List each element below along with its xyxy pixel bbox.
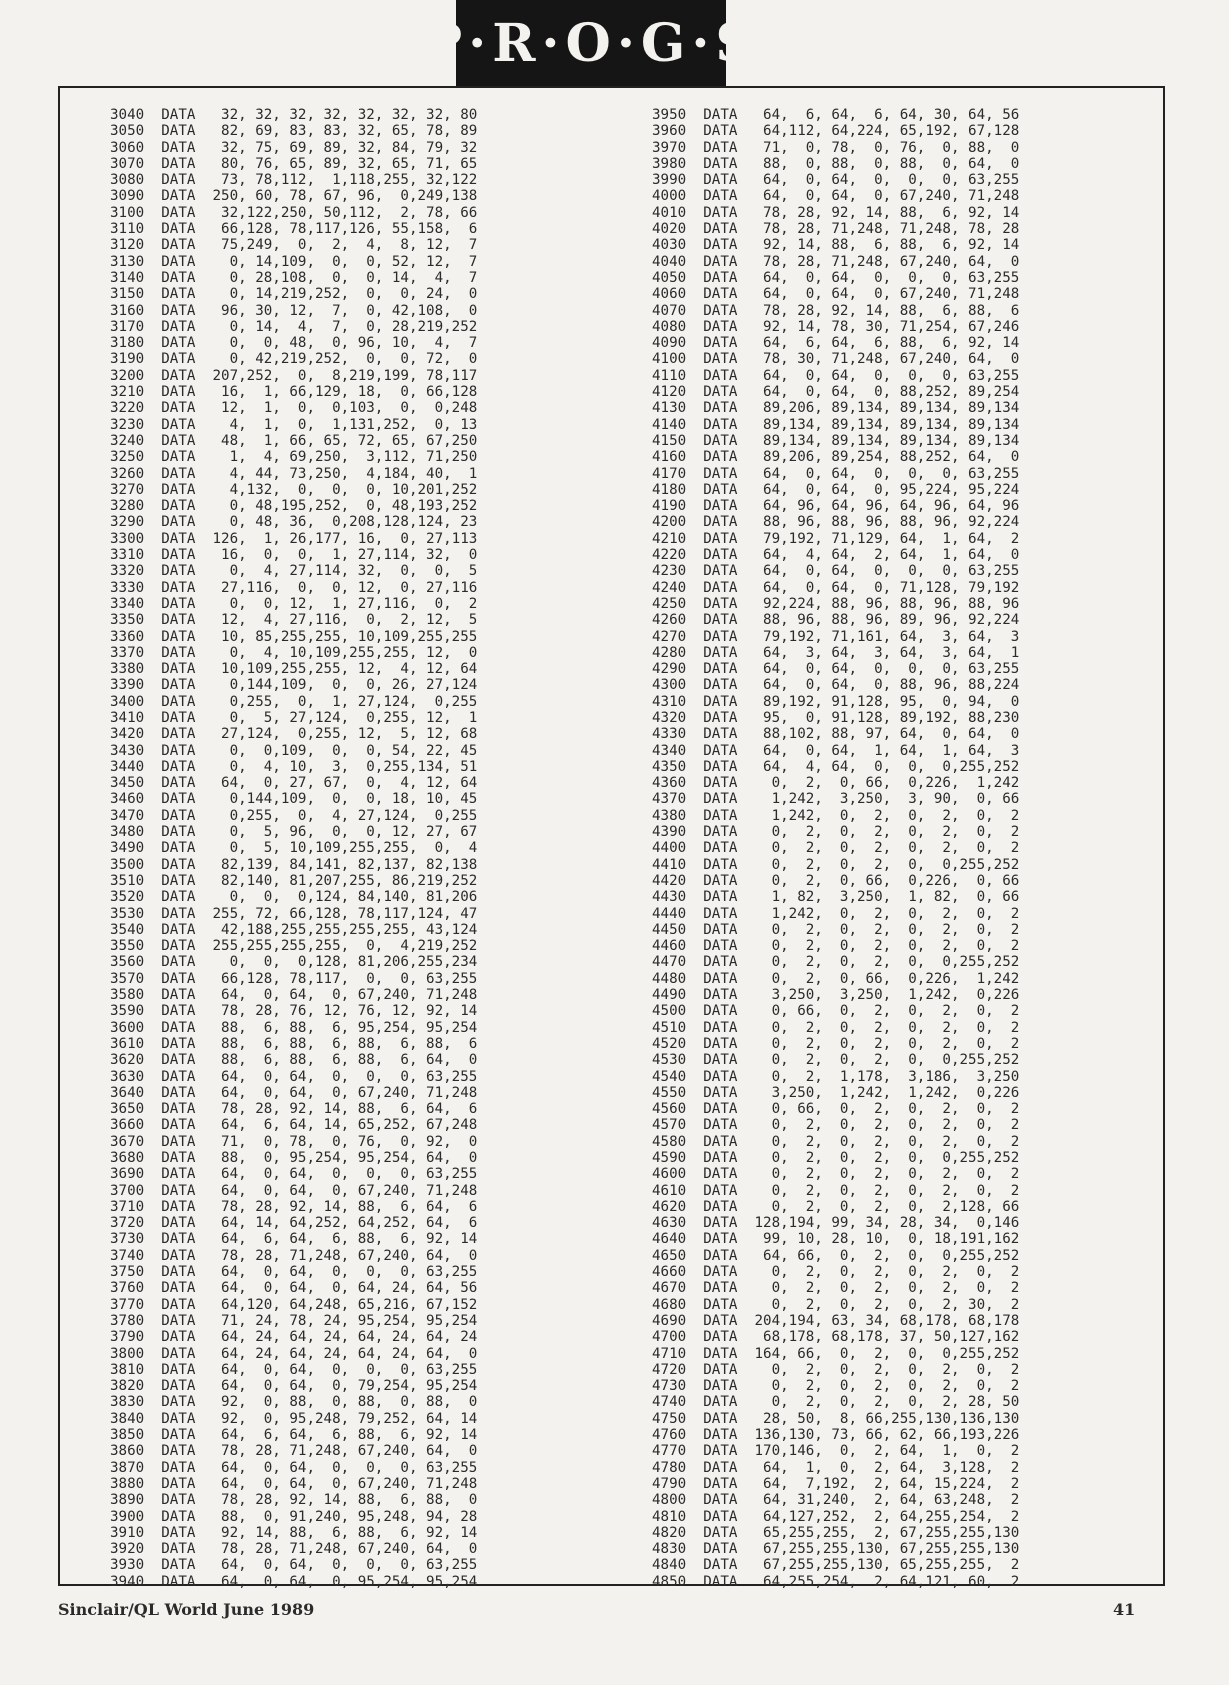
page-number: 41	[1113, 1600, 1136, 1619]
listing-column-left: 3040 DATA 32, 32, 32, 32, 32, 32, 32, 80 3050 DATA 82, 69, 83, 83, 32, 65, 78, 89 3060 DATA 32, 75, 69, 89, 32, 84, 79, 32 3070 DATA 80, 76, 65, 89, 32, 65, 71, 65 3080 DATA 73, 78,112, 1,118,255, 32,122 3090 DATA 250, 60, 78, 67, 96, 0,249,138 3100 DATA 32,122,250, 50,112, 2, 78, 66 3110 DATA 66,128, 78,117,126, 55,158, 6 3120 DATA 75,249, 0, 2, 4, 8, 12, 7 3130 DATA 0, 14,109, 0, 0, 52, 12, 7 3140 DATA 0, 28,108, 0, 0, 14, 4, 7 3150 DATA 0, 14,219,252, 0, 0, 24, 0 3160 DATA 96, 30, 12, 7, 0, 42,108, 0 3170 DATA 0, 14, 4, 7, 0, 28,219,252 3180 DATA 0, 0, 48, 0, 96, 10, 4, 7 3190 DATA 0, 42,219,252, 0, 0, 72, 0 3200 DATA 207,252, 0, 8,219,199, 78,117 3210 DATA 16, 1, 66,129, 18, 0, 66,128 3220 DATA 12, 1, 0, 0,103, 0, 0,248 3230 DATA 4, 1, 0, 1,131,252, 0, 13 3240 DATA 48, 1, 66, 65, 72, 65, 67,250 3250 DATA 1, 4, 69,250, 3,112, 71,250 3260 DATA 4, 44, 73,250, 4,184, 40, 1 3270 DATA 4,132, 0, 0, 0, 10,201,252 3280 DATA 0, 48,195,252, 0, 48,193,252 3290 DATA 0, 48, 36, 0,208,128,124, 23 3300 DATA 126, 1, 26,177, 16, 0, 27,113 3310 DATA 16, 0, 0, 1, 27,114, 32, 0 3320 DATA 0, 4, 27,114, 32, 0, 0, 5 3330 DATA 27,116, 0, 0, 12, 0, 27,116 3340 DATA 0, 0, 12, 1, 27,116, 0, 2 3350 DATA 12, 4, 27,116, 0, 2, 12, 5 3360 DATA 10, 85,255,255, 10,109,255,255 3370 DATA 0, 4, 10,109,255,255, 12, 0 3380 DATA 10,109,255,255, 12, 4, 12, 64 3390 DATA 0,144,109, 0, 0, 26, 27,124 3400 DATA 0,255, 0, 1, 27,124, 0,255 3410 DATA 0, 5, 27,124, 0,255, 12, 1 3420 DATA 27,124, 0,255, 12, 5, 12, 68 3430 DATA 0, 0,109, 0, 0, 54, 22, 45 3440 DATA 0, 4, 10, 3, 0,255,134, 51 3450 DATA 64, 0, 27, 67, 0, 4, 12, 64 3460 DATA 0,144,109, 0, 0, 18, 10, 45 3470 DATA 0,255, 0, 4, 27,124, 0,255 3480 DATA 0, 5, 96, 0, 0, 12, 27, 67 3490 DATA 0, 5, 10,109,255,255, 0, 4 3500 DATA 82,139, 84,141, 82,137, 82,138 3510 DATA 82,140, 81,207,255, 86,219,252 3520 DATA 0, 0, 0,124, 84,140, 81,206 3530 DATA 255, 72, 66,128, 78,117,124, 47 3540 DATA 42,188,255,255,255,255, 43,124 3550 DATA 255,255,255,255, 0, 4,219,252 3560 DATA 0, 0, 0,128, 81,206,255,234 3570 DATA 66,128, 78,117, 0, 0, 63,255 3580 DATA 64, 0, 64, 0, 67,240, 71,248 3590 DATA 78, 28, 76, 12, 76, 12, 92, 14 3600 DATA 88, 6, 88, 6, 95,254, 95,254 3610 DATA 88, 6, 88, 6, 88, 6, 88, 6 3620 DATA 88, 6, 88, 6, 88, 6, 64, 0 3630 DATA 64, 0, 64, 0, 0, 0, 63,255 3640 DATA 64, 0, 64, 0, 67,240, 71,248 3650 DATA 78, 28, 92, 14, 88, 6, 64, 6 3660 DATA 64, 6, 64, 14, 65,252, 67,248 3670 DATA 71, 0, 78, 0, 76, 0, 92, 0 3680 DATA 88, 0, 95,254, 95,254, 64, 0 3690 DATA 64, 0, 64, 0, 0, 0, 63,255 3700 DATA 64, 0, 64, 0, 67,240, 71,248 3710 DATA 78, 28, 92, 14, 88, 6, 64, 6 3720 DATA 64, 14, 64,252, 64,252, 64, 6 3730 DATA 64, 6, 64, 6, 88, 6, 92, 14 3740 DATA 78, 28, 71,248, 67,240, 64, 0 3750 DATA 64, 0, 64, 0, 0, 0, 63,255 3760 DATA 64, 0, 64, 0, 64, 24, 64, 56 3770 DATA 64,120, 64,248, 65,216, 67,152 3780 DATA 71, 24, 78, 24, 95,254, 95,254 3790 DATA 64, 24, 64, 24, 64, 24, 64, 24 3800 DATA 64, 24, 64, 24, 64, 24, 64, 0 3810 DATA 64, 0, 64, 0, 0, 0, 63,255 3820 DATA 64, 0, 64, 0, 79,254, 95,254 3830 DATA 92, 0, 88, 0, 88, 0, 88, 0 3840 DATA 92, 0, 95,248, 79,252, 64, 14 3850 DATA 64, 6, 64, 6, 88, 6, 92, 14 3860 DATA 78, 28, 71,248, 67,240, 64, 0 3870 DATA 64, 0, 64, 0, 0, 0, 63,255 3880 DATA 64, 0, 64, 0, 67,240, 71,248 3890 DATA 78, 28, 92, 14, 88, 6, 88, 0 3900 DATA 88, 0, 91,240, 95,248, 94, 28 3910 DATA 92, 14, 88, 6, 88, 6, 92, 14 3920 DATA 78, 28, 71,248, 67,240, 64, 0 3930 DATA 64, 0, 64, 0, 0, 0, 63,255 3940 DATA 64, 0, 64, 0, 95,254, 95,254	[110, 107, 478, 1590]
listing-column-right: 3950 DATA 64, 6, 64, 6, 64, 30, 64, 56 3960 DATA 64,112, 64,224, 65,192, 67,128 3970 DATA 71, 0, 78, 0, 76, 0, 88, 0 3980 DATA 88, 0, 88, 0, 88, 0, 64, 0 3990 DATA 64, 0, 64, 0, 0, 0, 63,255 4000 DATA 64, 0, 64, 0, 67,240, 71,248 4010 DATA 78, 28, 92, 14, 88, 6, 92, 14 4020 DATA 78, 28, 71,248, 71,248, 78, 28 4030 DATA 92, 14, 88, 6, 88, 6, 92, 14 4040 DATA 78, 28, 71,248, 67,240, 64, 0 4050 DATA 64, 0, 64, 0, 0, 0, 63,255 4060 DATA 64, 0, 64, 0, 67,240, 71,248 4070 DATA 78, 28, 92, 14, 88, 6, 88, 6 4080 DATA 92, 14, 78, 30, 71,254, 67,246 4090 DATA 64, 6, 64, 6, 88, 6, 92, 14 4100 DATA 78, 30, 71,248, 67,240, 64, 0 4110 DATA 64, 0, 64, 0, 0, 0, 63,255 4120 DATA 64, 0, 64, 0, 88,252, 89,254 4130 DATA 89,206, 89,134, 89,134, 89,134 4140 DATA 89,134, 89,134, 89,134, 89,134 4150 DATA 89,134, 89,134, 89,134, 89,134 4160 DATA 89,206, 89,254, 88,252, 64, 0 4170 DATA 64, 0, 64, 0, 0, 0, 63,255 4180 DATA 64, 0, 64, 0, 95,224, 95,224 4190 DATA 64, 96, 64, 96, 64, 96, 64, 96 4200 DATA 88, 96, 88, 96, 88, 96, 92,224 4210 DATA 79,192, 71,129, 64, 1, 64, 2 4220 DATA 64, 4, 64, 2, 64, 1, 64, 0 4230 DATA 64, 0, 64, 0, 0, 0, 63,255 4240 DATA 64, 0, 64, 0, 71,128, 79,192 4250 DATA 92,224, 88, 96, 88, 96, 88, 96 4260 DATA 88, 96, 88, 96, 89, 96, 92,224 4270 DATA 79,192, 71,161, 64, 3, 64, 3 4280 DATA 64, 3, 64, 3, 64, 3, 64, 1 4290 DATA 64, 0, 64, 0, 0, 0, 63,255 4300 DATA 64, 0, 64, 0, 88, 96, 88,224 4310 DATA 89,192, 91,128, 95, 0, 94, 0 4320 DATA 95, 0, 91,128, 89,192, 88,230 4330 DATA 88,102, 88, 97, 64, 0, 64, 0 4340 DATA 64, 0, 64, 1, 64, 1, 64, 3 4350 DATA 64, 4, 64, 0, 0, 0,255,252 4360 DATA 0, 2, 0, 66, 0,226, 1,242 4370 DATA 1,242, 3,250, 3, 90, 0, 66 4380 DATA 1,242, 0, 2, 0, 2, 0, 2 4390 DATA 0, 2, 0, 2, 0, 2, 0, 2 4400 DATA 0, 2, 0, 2, 0, 2, 0, 2 4410 DATA 0, 2, 0, 2, 0, 0,255,252 4420 DATA 0, 2, 0, 66, 0,226, 0, 66 4430 DATA 1, 82, 3,250, 1, 82, 0, 66 4440 DATA 1,242, 0, 2, 0, 2, 0, 2 4450 DATA 0, 2, 0, 2, 0, 2, 0, 2 4460 DATA 0, 2, 0, 2, 0, 2, 0, 2 4470 DATA 0, 2, 0, 2, 0, 0,255,252 4480 DATA 0, 2, 0, 66, 0,226, 1,242 4490 DATA 3,250, 3,250, 1,242, 0,226 4500 DATA 0, 66, 0, 2, 0, 2, 0, 2 4510 DATA 0, 2, 0, 2, 0, 2, 0, 2 4520 DATA 0, 2, 0, 2, 0, 2, 0, 2 4530 DATA 0, 2, 0, 2, 0, 0,255,252 4540 DATA 0, 2, 1,178, 3,186, 3,250 4550 DATA 3,250, 1,242, 1,242, 0,226 4560 DATA 0, 66, 0, 2, 0, 2, 0, 2 4570 DATA 0, 2, 0, 2, 0, 2, 0, 2 4580 DATA 0, 2, 0, 2, 0, 2, 0, 2 4590 DATA 0, 2, 0, 2, 0, 0,255,252 4600 DATA 0, 2, 0, 2, 0, 2, 0, 2 4610 DATA 0, 2, 0, 2, 0, 2, 0, 2 4620 DATA 0, 2, 0, 2, 0, 2,128, 66 4630 DATA 128,194, 99, 34, 28, 34, 0,146 4640 DATA 99, 10, 28, 10, 0, 18,191,162 4650 DATA 64, 66, 0, 2, 0, 0,255,252 4660 DATA 0, 2, 0, 2, 0, 2, 0, 2 4670 DATA 0, 2, 0, 2, 0, 2, 0, 2 4680 DATA 0, 2, 0, 2, 0, 2, 30, 2 4690 DATA 204,194, 63, 34, 68,178, 68,178 4700 DATA 68,178, 68,178, 37, 50,127,162 4710 DATA 164, 66, 0, 2, 0, 0,255,252 4720 DATA 0, 2, 0, 2, 0, 2, 0, 2 4730 DATA 0, 2, 0, 2, 0, 2, 0, 2 4740 DATA 0, 2, 0, 2, 0, 2, 28, 50 4750 DATA 28, 50, 8, 66,255,130,136,130 4760 DATA 136,130, 73, 66, 62, 66,193,226 4770 DATA 170,146, 0, 2, 64, 1, 0, 2 4780 DATA 64, 1, 0, 2, 64, 3,128, 2 4790 DATA 64, 7,192, 2, 64, 15,224, 2 4800 DATA 64, 31,240, 2, 64, 63,248, 2 4810 DATA 64,127,252, 2, 64,255,254, 2 4820 DATA 65,255,255, 2, 67,255,255,130 4830 DATA 67,255,255,130, 67,255,255,130 4840 DATA 67,255,255,130, 65,255,255, 2 4850 DATA 64,255,254, 2, 64,121, 60, 2	[652, 107, 1020, 1590]
footer-source: Sinclair/QL World June 1989	[58, 1600, 315, 1619]
banner-title: P·R·O·G·S	[423, 12, 759, 74]
progs-banner	[423, 0, 759, 86]
